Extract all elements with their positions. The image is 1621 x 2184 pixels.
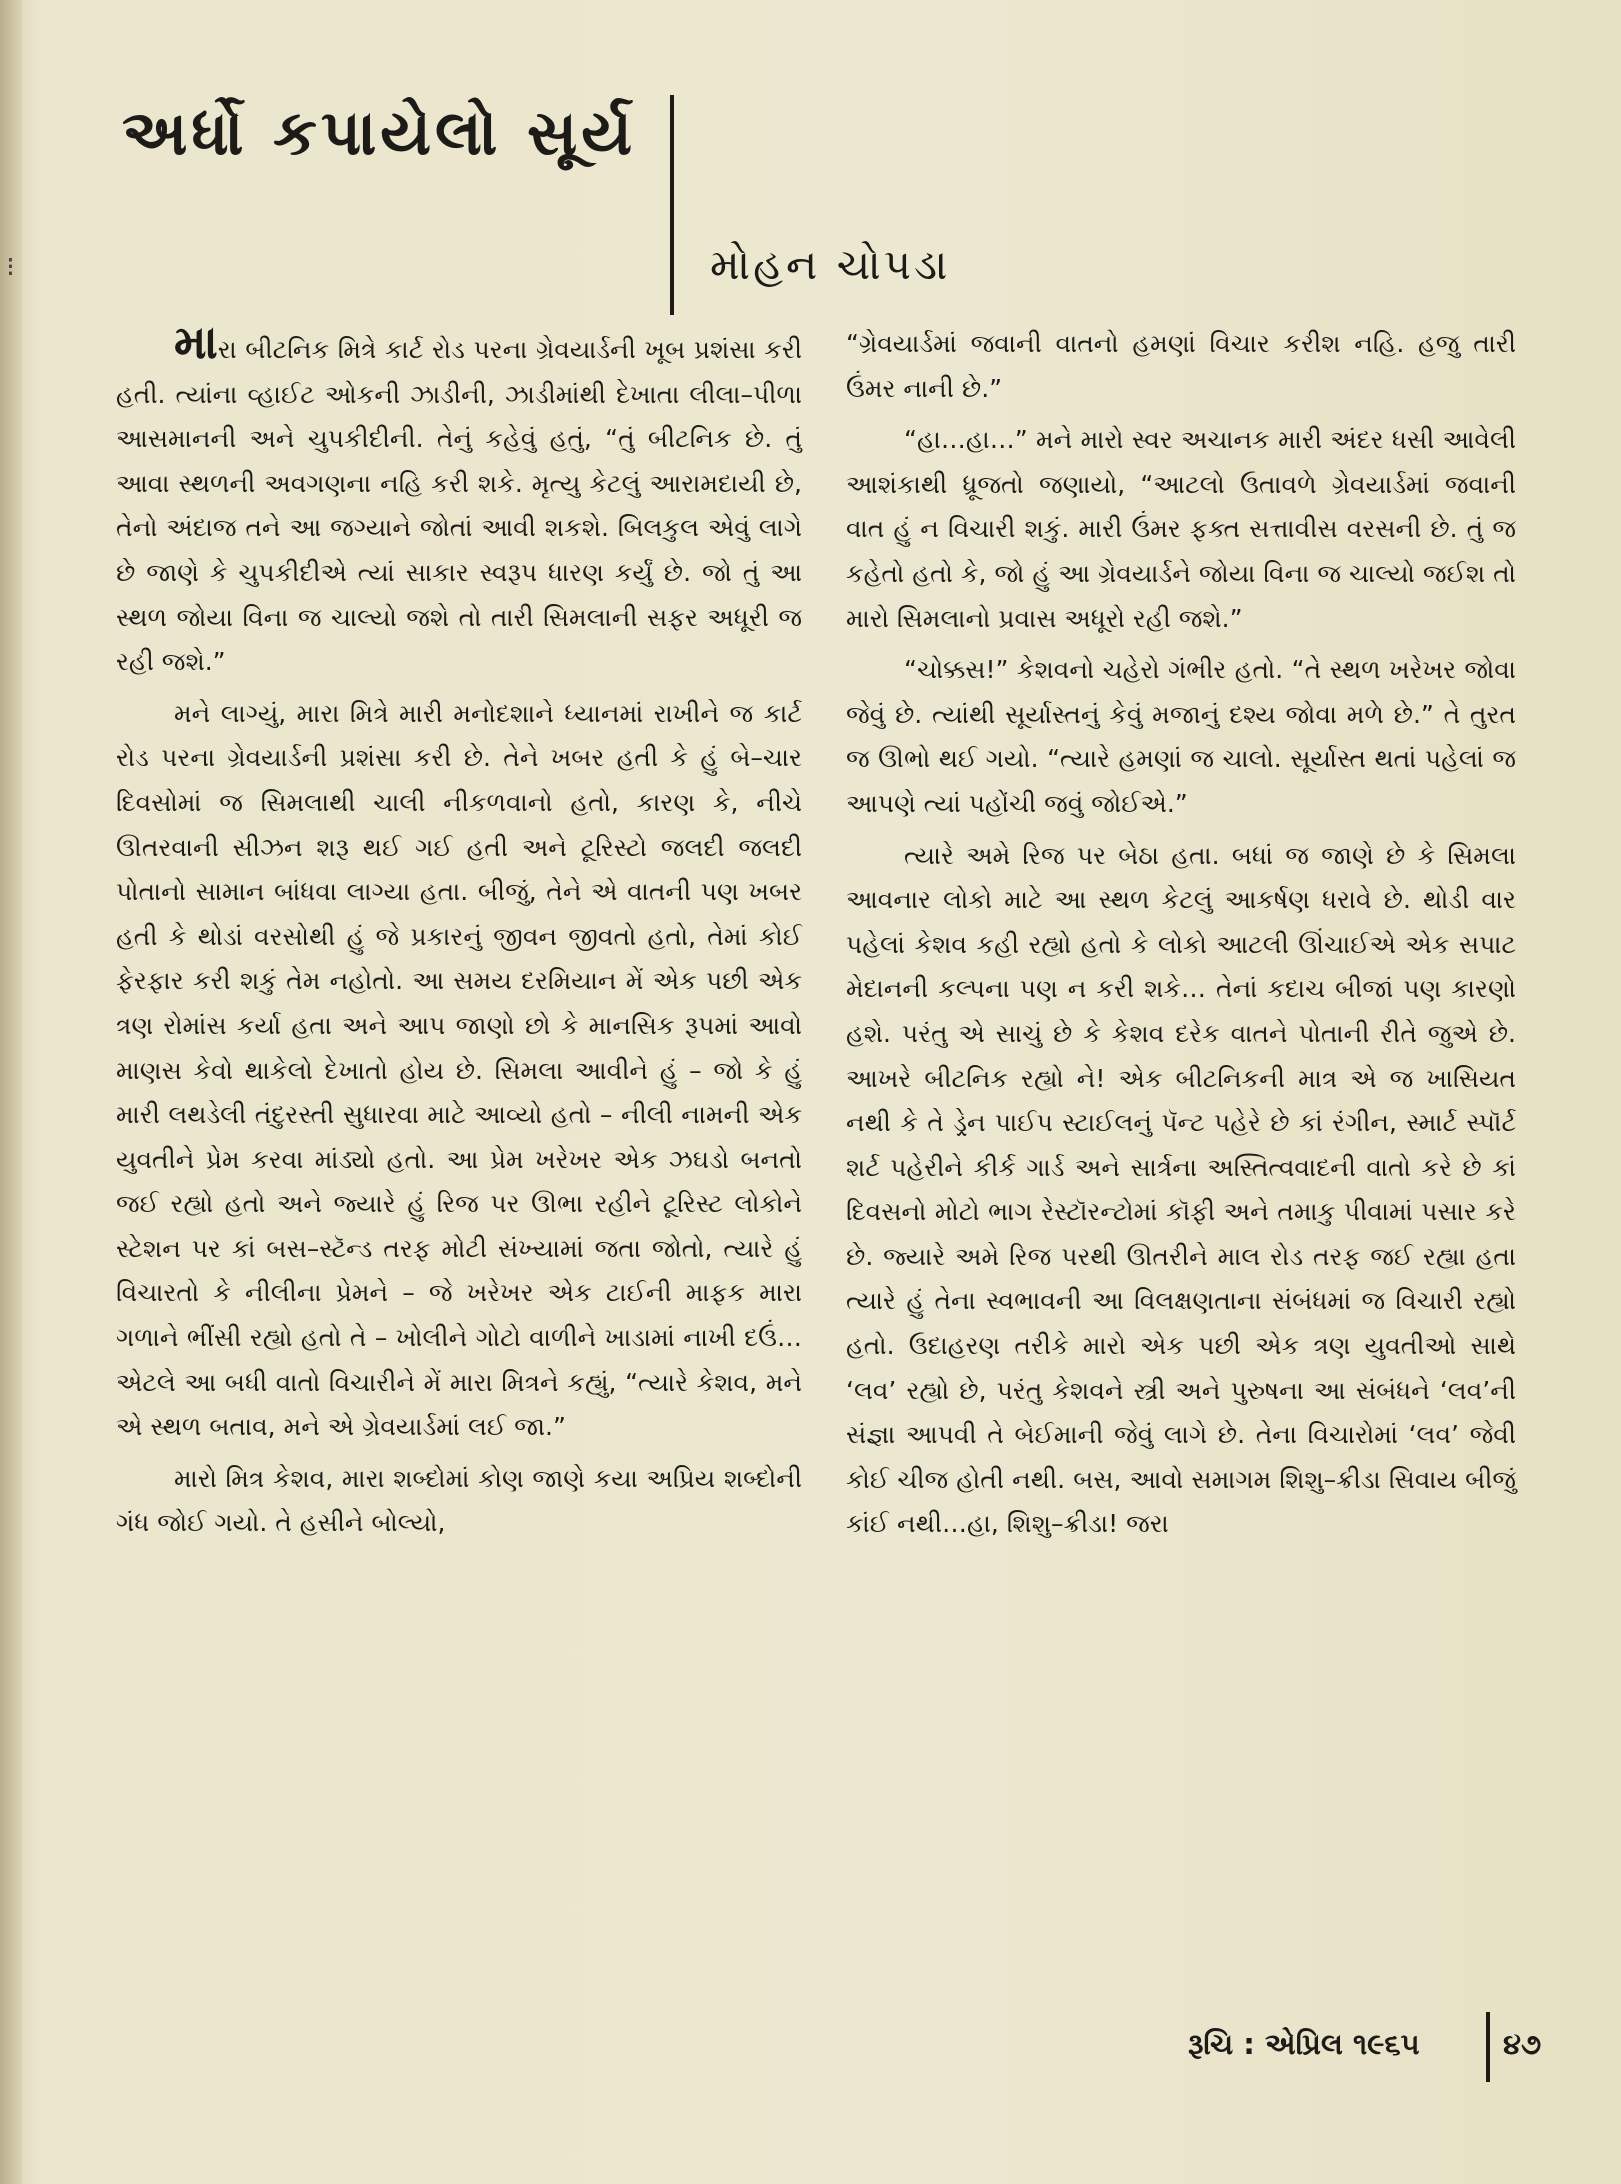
paragraph: “ગ્રેવયાર્ડમાં જવાની વાતનો હમણાં વિચાર કરીશ નહિ. હજુ તારી ઉંમર નાની છે.” (846, 329, 1516, 403)
right-column (846, 322, 1516, 1554)
magazine-footer: રૂચિ : એપ્રિલ ૧૯૬૫ (1188, 2027, 1420, 2061)
paragraph: “હા…હા…” મને મારો સ્વર અચાનક મારી અંદર ધસી આવેલી આશંકાથી ધ્રૂજતો જણાયો, “આટલો ઉતાવળે ગ્રેવયાર્ડમાં જવાની વાત હું ન વિચારી શકું. મારી ઉંમર ફક્ત સત્તાવીસ વરસની છે. તું જ કહેતો હતો કે, જો હું આ ગ્રેવયાર્ડને જોયા વિના જ ચાલ્યો જઈશ તો મારો સિમલાનો પ્રવાસ અધૂરો રહી જશે.” (846, 425, 1516, 633)
paragraph (116, 315, 802, 685)
drop-cap: મા (174, 315, 218, 369)
footer-divider (1486, 2012, 1490, 2082)
page-number: ૪૭ (1503, 2027, 1542, 2061)
paragraph: મારો મિત્ર કેશવ, મારા શબ્દોમાં કોણ જાણે કયા અપ્રિય શબ્દોની ગંધ જોઈ ગયો. તે હસીને બોલ્યો, (116, 1463, 802, 1538)
paragraph: ત્યારે અમે રિજ પર બેઠા હતા. બધાં જ જાણે છે કે સિમલા આવનાર લોકો માટે આ સ્થળ કેટલું આકર્ષણ ધરાવે છે. થોડી વાર પહેલાં કેશવ કહી રહ્યો હતો કે લોકો આટલી ઊંચાઈએ એક સપાટ મેદાનની કલ્પના પણ ન કરી શકે… તેનાં કદાચ બીજાં પણ કારણો હશે. પરંતુ એ સાચું છે કે કેશવ દરેક વાતને પોતાની રીતે જુએ છે. આખરે બીટનિક રહ્યો ને! એક બીટનિકની માત્ર એ જ ખાસિયત નથી કે તે ડ્રેન પાઈપ સ્ટાઈલનું પૅન્ટ પહેરે છે કાં રંગીન, સ્માર્ટ સ્પૉર્ટ શર્ટ પહેરીને કીર્ક ગાર્ડ અને સાર્ત્રના અસ્તિત્વવાદની વાતો કરે છે કાં દિવસનો મોટો ભાગ રેસ્ટૉરન્ટોમાં કૉફી અને તમાકુ પીવામાં પસાર કરે છે. જ્યારે અમે રિજ પરથી ઊતરીને માલ રોડ તરફ જઈ રહ્યા હતા ત્યારે હું તેના સ્વભાવની આ વિલક્ષણતાના સંબંધમાં જ વિચારી રહ્યો હતો. ઉદાહરણ તરીકે મારો એક પછી એક ત્રણ યુવતીઓ સાથે ‘લવ’ રહ્યો છે, પરંતુ કેશવને સ્ત્રી અને પુરુષના આ સંબંધને ‘લવ’ની સંજ્ઞા આપવી તે બેઈમાની જેવું લાગે છે. તેના વિચારોમાં ‘લવ’ જેવી કોઈ ચીજ હોતી નથી. બસ, આવો સમાગમ શિશુ–ક્રીડા સિવાય બીજું કાંઈ નથી…હા, શિશુ–ક્રીડા! જરા (846, 840, 1516, 1539)
title-divider (670, 95, 674, 315)
article-title: અર્ધો કપાયેલો સૂર્ય (122, 96, 637, 169)
paragraph-text: રા બીટનિક મિત્રે કાર્ટ રોડ પરના ગ્રેવયાર્ડની ખૂબ પ્રશંસા કરી હતી. ત્યાંના વ્હાઈટ ઓકની ઝાડીની, ઝાડીમાંથી દેખાતા લીલા–પીળા આસમાનની અને ચુપકીદીની. તેનું કહેવું હતું, “તું બીટનિક છે. તું આવા સ્થળની અવગણના નહિ કરી શકે. મૃત્યુ કેટલું આરામદાયી છે, તેનો અંદાજ તને આ જગ્યાને જોતાં આવી શકશે. બિલકુલ એવું લાગે છે જાણે કે ચુપકીદીએ ત્યાં સાકાર સ્વરૂપ ધારણ કર્યું છે. જો તું આ સ્થળ જોયા વિના જ ચાલ્યો જશે તો તારી સિમલાની સફર અધૂરી જ રહી જશે.” (116, 335, 802, 677)
margin-mark: ⁝ (6, 250, 15, 283)
paragraph: મને લાગ્યું, મારા મિત્રે મારી મનોદશાને ધ્યાનમાં રાખીને જ કાર્ટ રોડ પરના ગ્રેવયાર્ડની પ્રશંસા કરી છે. તેને ખબર હતી કે હું બે–ચાર દિવસોમાં જ સિમલાથી ચાલી નીકળવાનો હતો, કારણ કે, નીચે ઊતરવાની સીઝન શરૂ થઈ ગઈ હતી અને ટૂરિસ્ટો જલદી જલદી પોતાનો સામાન બાંધવા લાગ્યા હતા. બીજું, તેને એ વાતની પણ ખબર હતી કે થોડાં વરસોથી હું જે પ્રકારનું જીવન જીવતો હતો, તેમાં કોઈ ફેરફાર કરી શકું તેમ નહોતો. આ સમય દરમિયાન મેં એક પછી એક ત્રણ રોમાંસ કર્યા હતા અને આપ જાણો છો કે માનસિક રૂપમાં આવો માણસ કેવો થાકેલો દેખાતો હોય છે. સિમલા આવીને હું – જો કે હું મારી લથડેલી તંદુરસ્તી સુધારવા માટે આવ્યો હતો – નીલી નામની એક યુવતીને પ્રેમ કરવા માંડ્યો હતો. આ પ્રેમ ખરેખર એક ઝઘડો બનતો જઈ રહ્યો હતો અને જ્યારે હું રિજ પર ઊભા રહીને ટૂરિસ્ટ લોકોને સ્ટેશન પર કાં બસ–સ્ટૅન્ડ તરફ મોટી સંખ્યામાં જતા જોતો, ત્યારે હું વિચારતો કે નીલીના પ્રેમને – જે ખરેખર એક ટાઈની માફક મારા ગળાને ભીંસી રહ્યો હતો તે – ખોલીને ગોટો વાળીને ખાડામાં નાખી દઉં… એટલે આ બધી વાતો વિચારીને મેં મારા મિત્રને કહ્યું, “ત્યારે કેશવ, મને એ સ્થળ બતાવ, મને એ ગ્રેવયાર્ડમાં લઈ જા.” (116, 698, 802, 1442)
left-column (116, 315, 802, 1553)
author-name: મોહન ચોપડા (710, 240, 951, 289)
book-spine-shadow (0, 0, 22, 2184)
paragraph: “ચોક્કસ!” કેશવનો ચહેરો ગંભીર હતો. “તે સ્થળ ખરેખર જોવા જેવું છે. ત્યાંથી સૂર્યાસ્તનું કેવું મજાનું દશ્ય જોવા મળે છે.” તે તુરત જ ઊભો થઈ ગયો. “ત્યારે હમણાં જ ચાલો. સૂર્યાસ્ત થતાં પહેલાં જ આપણે ત્યાં પહોંચી જવું જોઈએ.” (846, 655, 1516, 818)
